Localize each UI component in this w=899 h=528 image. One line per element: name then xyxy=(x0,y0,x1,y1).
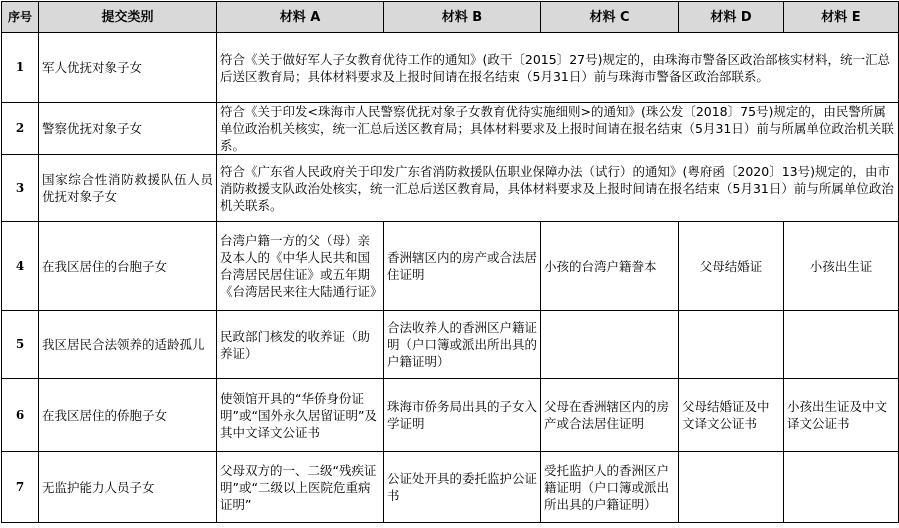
category-cell: 我区居民合法领养的适龄孤儿 xyxy=(39,311,217,379)
header-material-c: 材料 C xyxy=(541,2,679,33)
row-number: 4 xyxy=(2,222,39,311)
material-c-cell: 小孩的台湾户籍誊本 xyxy=(541,222,679,311)
row-number: 6 xyxy=(2,379,39,452)
material-b-cell: 香洲辖区内的房产或合法居住证明 xyxy=(384,222,541,311)
table-row xyxy=(2,155,899,222)
material-b-cell: 公证处开具的委托监护公证书 xyxy=(384,452,541,523)
row-number: 1 xyxy=(2,33,39,103)
table-row xyxy=(2,222,899,311)
material-e-cell xyxy=(784,311,899,379)
row-number: 2 xyxy=(2,103,39,155)
material-a-cell: 使领馆开具的“华侨身份证明”或“国外永久居留证明”及其中文译文公证书 xyxy=(217,379,384,452)
header-row xyxy=(2,2,899,33)
material-d-cell xyxy=(679,311,784,379)
table-row xyxy=(2,311,899,379)
requirement-cell: 符合《关于印发<珠海市人民警察优抚对象子女教育优待实施细则>的通知》(珠公发〔2018〕75号)规定的，由民警所属单位政治机关核实，统一汇总后送区教育局；具体材料要求及上报时间请在报名结束（5月31日）前与所属单位政治机关联系。 xyxy=(217,103,899,155)
header-material-d: 材料 D xyxy=(679,2,784,33)
header-seq: 序号 xyxy=(2,2,39,33)
material-c-cell: 父母在香洲辖区内的房产或合法居住证明 xyxy=(541,379,679,452)
material-b-cell: 合法收养人的香洲区户籍证明（户口簿或派出所出具的户籍证明） xyxy=(384,311,541,379)
category-cell: 在我区居住的侨胞子女 xyxy=(39,379,217,452)
category-cell: 警察优抚对象子女 xyxy=(39,103,217,155)
header-material-a: 材料 A xyxy=(217,2,384,33)
table-row xyxy=(2,379,899,452)
table-row xyxy=(2,33,899,103)
header-material-e: 材料 E xyxy=(784,2,899,33)
material-d-cell: 父母结婚证 xyxy=(679,222,784,311)
material-a-cell: 民政部门核发的收养证（助养证） xyxy=(217,311,384,379)
material-e-cell: 小孩出生证 xyxy=(784,222,899,311)
row-number: 7 xyxy=(2,452,39,523)
category-cell: 国家综合性消防救援队伍人员优抚对象子女 xyxy=(39,155,217,222)
header-category: 提交类别 xyxy=(39,2,217,33)
table-row xyxy=(2,452,899,523)
header-material-b: 材料 B xyxy=(384,2,541,33)
materials-table xyxy=(1,1,899,523)
material-d-cell xyxy=(679,452,784,523)
material-c-cell: 受托监护人的香洲区户籍证明（户口簿或派出所出具的户籍证明） xyxy=(541,452,679,523)
material-c-cell xyxy=(541,311,679,379)
row-number: 5 xyxy=(2,311,39,379)
category-cell: 无监护能力人员子女 xyxy=(39,452,217,523)
material-b-cell: 珠海市侨务局出具的子女入学证明 xyxy=(384,379,541,452)
requirement-cell: 符合《关于做好军人子女教育优待工作的通知》(政干〔2015〕27号)规定的，由珠海市警备区政治部核实材料，统一汇总后送区教育局；具体材料要求及上报时间请在报名结束（5月31日）前与珠海市警备区政治部联系。 xyxy=(217,33,899,103)
material-a-cell: 台湾户籍一方的父（母）亲及本人的《中华人民共和国台湾居民居住证》或五年期《台湾居民来往大陆通行证》 xyxy=(217,222,384,311)
material-e-cell xyxy=(784,452,899,523)
material-e-cell: 小孩出生证及中文译文公证书 xyxy=(784,379,899,452)
row-number: 3 xyxy=(2,155,39,222)
table-row xyxy=(2,103,899,155)
requirement-cell: 符合《广东省人民政府关于印发广东省消防救援队伍职业保障办法（试行）的通知》(粤府函〔2020〕13号)规定的，由市消防救援支队政治处核实，统一汇总后送区教育局，具体材料要求及上报时间请在报名结束（5月31日）前与所属单位政治机关联系。 xyxy=(217,155,899,222)
category-cell: 在我区居住的台胞子女 xyxy=(39,222,217,311)
category-cell: 军人优抚对象子女 xyxy=(39,33,217,103)
material-d-cell: 父母结婚证及中文译文公证书 xyxy=(679,379,784,452)
material-a-cell: 父母双方的一、二级“残疾证明”或“二级以上医院危重病证明” xyxy=(217,452,384,523)
